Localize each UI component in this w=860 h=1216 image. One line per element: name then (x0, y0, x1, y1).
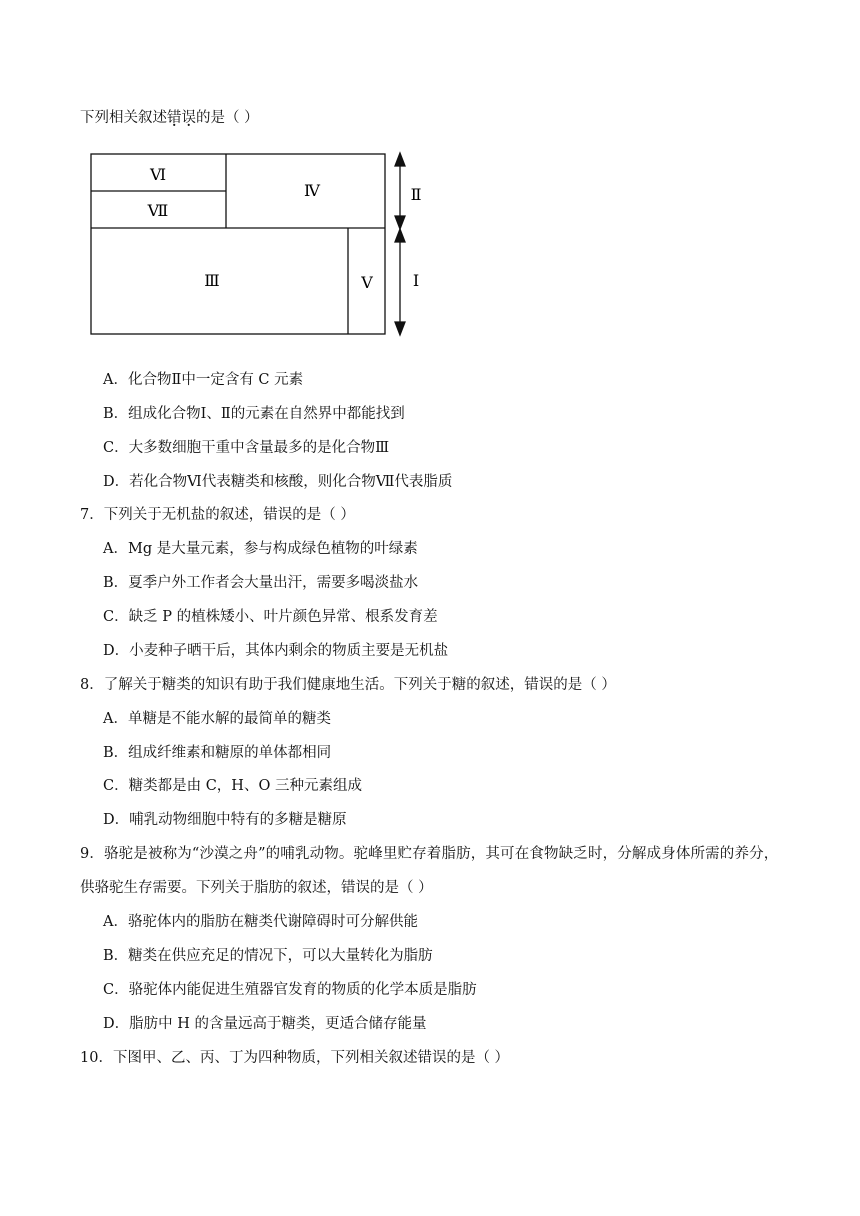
q8-option-a: A．单糖是不能水解的最简单的糖类 (103, 711, 331, 727)
label-i: Ⅰ (412, 271, 420, 290)
label-iii: Ⅲ (204, 271, 220, 290)
q8-option-d: D．哺乳动物细胞中特有的多糖是糖原 (103, 812, 347, 828)
q6-option-a: A．化合物Ⅱ中一定含有 C 元素 (103, 372, 304, 388)
label-iv: Ⅳ (304, 181, 320, 200)
q7-option-a: A．Mg 是大量元素，参与构成绿色植物的叶绿素 (103, 541, 418, 557)
emphasis-char: 错 (167, 110, 182, 126)
outer-box (91, 154, 385, 334)
question-7-stem: 7．下列关于无机盐的叙述，错误的是（ ） (80, 507, 355, 523)
question-9-stem-line2: 供骆驼生存需要。下列关于脂肪的叙述，错误的是（ ） (80, 880, 433, 896)
label-vii: Ⅶ (147, 201, 169, 220)
question-8-stem: 8．了解关于糖类的知识有助于我们健康地生活。下列关于糖的叙述，错误的是（ ） (80, 677, 616, 693)
q7-option-c: C．缺乏 P 的植株矮小、叶片颜色异常、根系发育差 (103, 609, 438, 625)
label-v: Ⅴ (361, 273, 373, 292)
question-10-stem: 10．下图甲、乙、丙、丁为四种物质，下列相关叙述错误的是（ ） (80, 1050, 510, 1066)
q6-option-c: C．大多数细胞干重中含量最多的是化合物Ⅲ (103, 440, 390, 456)
question-9-stem-line1: 9．骆驼是被称为“沙漠之舟”的哺乳动物。驼峰里贮存着脂肪，其可在食物缺乏时，分解成身体所需的养分， (80, 846, 779, 862)
q7-option-d: D．小麦种子晒干后，其体内剩余的物质主要是无机盐 (103, 643, 449, 659)
q9-option-b: B．糖类在供应充足的情况下，可以大量转化为脂肪 (103, 948, 433, 964)
q7-option-b: B．夏季户外工作者会大量出汗，需要多喝淡盐水 (103, 575, 419, 591)
q8-option-b: B．组成纤维素和糖原的单体都相同 (103, 745, 332, 761)
q9-option-d: D．脂肪中 H 的含量远高于糖类，更适合储存能量 (103, 1016, 427, 1032)
emphasis-char: 误 (181, 110, 196, 126)
label-vi: Ⅵ (149, 165, 167, 184)
q8-option-c: C．糖类都是由 C，H、O 三种元素组成 (103, 778, 362, 794)
q9-option-a: A．骆驼体内的脂肪在糖类代谢障碍时可分解供能 (103, 914, 418, 930)
q6-option-d: D．若化合物Ⅵ代表糖类和核酸，则化合物Ⅶ代表脂质 (103, 474, 453, 490)
q6-option-b: B．组成化合物Ⅰ、Ⅱ的元素在自然界中都能找到 (103, 406, 405, 422)
compound-diagram (88, 150, 428, 340)
q9-option-c: C．骆驼体内能促进生殖器官发育的物质的化学本质是脂肪 (103, 982, 477, 998)
label-ii: Ⅱ (410, 185, 422, 204)
question-6-stem: 下列相关叙述错误的是（ ） (80, 110, 259, 126)
